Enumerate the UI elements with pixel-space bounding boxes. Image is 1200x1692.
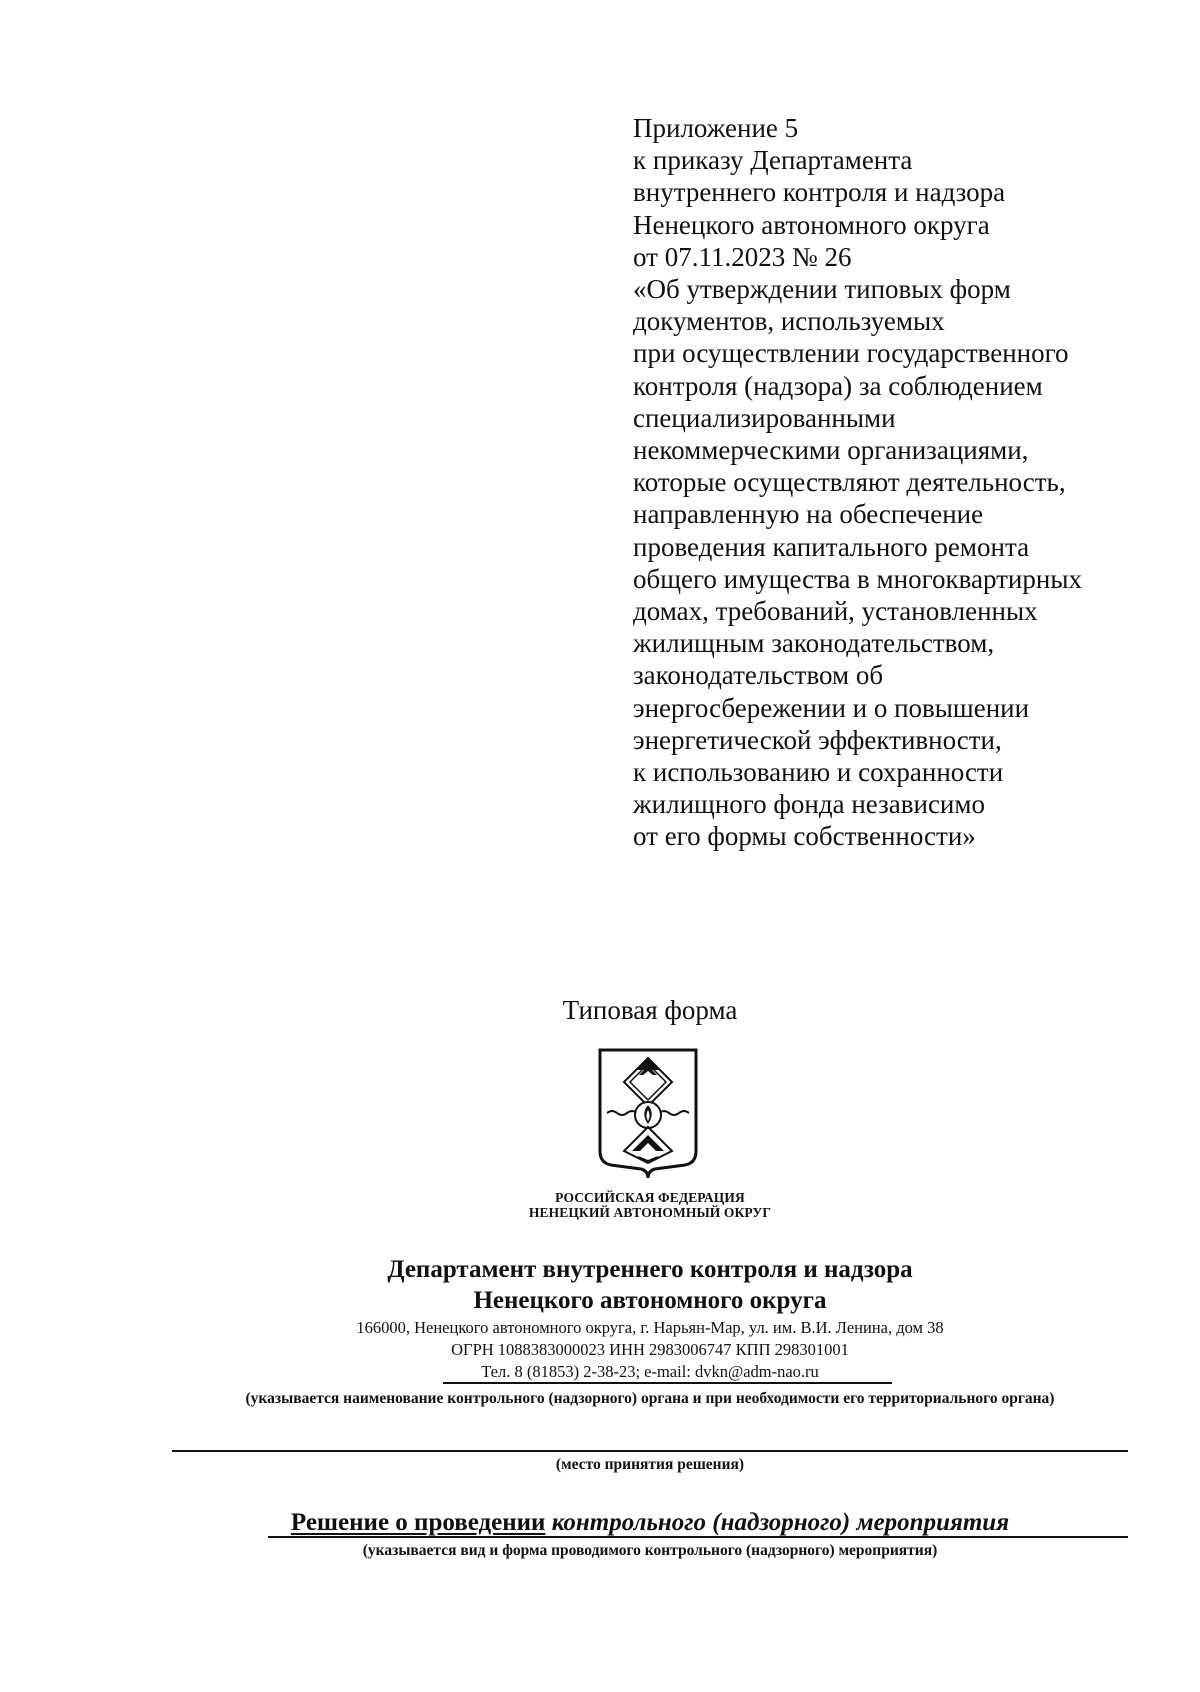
department-contacts: Тел. 8 (81853) 2-38-23; e-mail: dvkn@adm-nao.ru [481, 1362, 819, 1381]
appendix-line: от 07.11.2023 № 26 [633, 241, 852, 272]
appendix-line: к использованию и сохранности [633, 757, 1004, 788]
organ-name-hint: (указывается наименование контрольного (надзорного) органа и при необходимости его территориального органа) [245, 1390, 1055, 1407]
appendix-line: которые осуществляют деятельность, [633, 467, 1066, 498]
form-type-label: Типовая форма [562, 995, 738, 1025]
appendix-line: жилищным законодательством, [633, 628, 995, 659]
decision-title [0, 1508, 1200, 1538]
decision-title-kind: контрольного (надзорного) мероприятия [551, 1509, 1010, 1536]
appendix-line: «Об утверждении типовых форм [633, 274, 1011, 305]
appendix-line: энергетической эффективности, [633, 724, 1002, 755]
department-registry: ОГРН 1088383000023 ИНН 2983006747 КПП 298301001 [451, 1340, 849, 1359]
appendix-line: Ненецкого автономного округа [633, 209, 990, 240]
appendix-line: при осуществлении государственного [633, 338, 1069, 369]
country-name: РОССИЙСКАЯ ФЕДЕРАЦИЯ [555, 1190, 745, 1205]
appendix-line: Приложение 5 [633, 113, 799, 143]
appendix-line: некоммерческими организациями, [633, 435, 1029, 466]
appendix-line: энергосбережении и о повышении [633, 692, 1030, 723]
department-name-line2: Ненецкого автономного округа [473, 1287, 827, 1314]
event-kind-hint: (указывается вид и форма проводимого контрольного (надзорного) мероприятия) [362, 1542, 938, 1559]
appendix-line: внутреннего контроля и надзора [633, 177, 1006, 208]
contacts-underline [443, 1382, 892, 1384]
appendix-block [633, 112, 1153, 853]
decision-place-line [172, 1450, 1128, 1452]
appendix-line: законодательством об [633, 660, 884, 691]
appendix-line: к приказу Департамента [633, 145, 913, 176]
department-address: 166000, Ненецкого автономного округа, г. Нарьян-Мар, ул. им. В.И. Ленина, дом 38 [356, 1318, 944, 1337]
decision-place-hint: (место принятия решения) [555, 1456, 745, 1473]
appendix-line: контроля (надзора) за соблюдением [633, 370, 1043, 401]
department-name-line1: Департамент внутреннего контроля и надзора [387, 1256, 913, 1283]
appendix-line: специализированными [633, 402, 896, 433]
appendix-line: от его формы собственности» [633, 821, 976, 852]
appendix-line: проведения капитального ремонта [633, 531, 1030, 562]
appendix-line: домах, требований, установленных [633, 596, 1038, 627]
appendix-line: направленную на обеспечение [633, 499, 984, 530]
coat-of-arms-nenets-icon [597, 1047, 699, 1180]
appendix-line: документов, используемых [633, 306, 945, 337]
decision-title-rule [268, 1536, 1128, 1538]
decision-title-prefix: Решение о проведении [290, 1509, 546, 1536]
appendix-line: общего имущества в многоквартирных [633, 563, 1082, 594]
region-name: НЕНЕЦКИЙ АВТОНОМНЫЙ ОКРУГ [528, 1205, 772, 1220]
appendix-line: жилищного фонда независимо [633, 789, 985, 820]
